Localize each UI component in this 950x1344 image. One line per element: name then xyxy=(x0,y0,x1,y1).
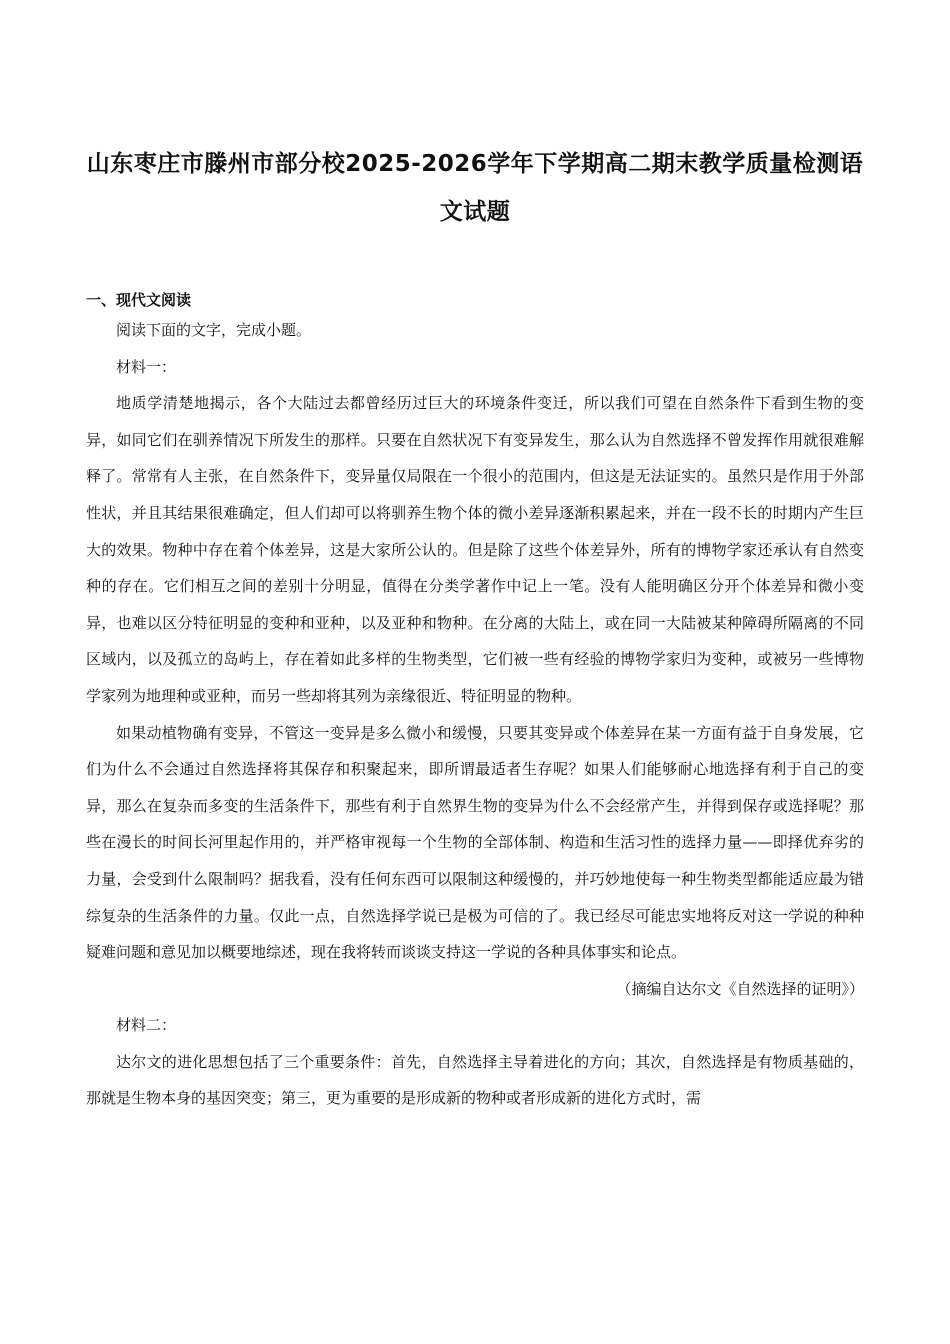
instruction-text: 阅读下面的文字，完成小题。 xyxy=(116,321,312,339)
document-title: 山东枣庄市滕州市部分校2025-2026学年下学期高二期末教学质量检测语文试题 xyxy=(86,151,864,225)
material2-paragraph-1: 达尔文的进化思想包括了三个重要条件：首先，自然选择主导着进化的方向；其次，自然选择是有物质基础的，那就是生物本身的基因突变；第三，更为重要的是形成新的物种或者形成新的进化方式时，需 xyxy=(86,1052,864,1108)
material1-paragraph-2: 如果动植物确有变异，不管这一变异是多么微小和缓慢，只要其变异或个体差异在某一方面有益于自身发展，它们为什么不会通过自然选择将其保存和积聚起来，即所谓最适者生存呢？如果人们能够耐心地选择有利于自己的变异，那么在复杂而多变的生活条件下，那些有利于自然界生物的变异为什么不会经常产生，并得到保存或选择呢？那些在漫长的时间长河里起作用的，并严格审视每一个生物的全部体制、构造和生活习性的选择力量——即择优弃劣的力量，会受到什么限制吗？据我看，没有任何东西可以限制这种缓慢的，并巧妙地使每一种生物类型都能适应最为错综复杂的生活条件的力量。仅此一点，自然选择学说已是极为可信的了。我已经尽可能忠实地将反对这一学说的种种疑难问题和意见加以概要地综述，现在我将转而谈谈支持这一学说的各种具体事实和论点。 xyxy=(86,723,864,962)
section-heading: 一、现代文阅读 xyxy=(86,291,192,309)
material1-source: （摘编自达尔文《自然选择的证明》） xyxy=(616,979,864,998)
document-page xyxy=(86,140,864,1117)
material1-label: 材料一： xyxy=(116,357,177,376)
material1-paragraph-1: 地质学清楚地揭示，各个大陆过去都曾经历过巨大的环境条件变迁，所以我们可望在自然条件下看到生物的变异，如同它们在驯养情况下所发生的那样。只要在自然状况下有变异发生，那么认为自然选择不曾发挥作用就很难解释了。常常有人主张，在自然条件下，变异量仅局限在一个很小的范围内，但这是无法证实的。虽然只是作用于外部性状，并且其结果很难确定，但人们却可以将驯养生物个体的微小差异逐渐积累起来，并在一段不长的时期内产生巨大的效果。物种中存在着个体差异，这是大家所公认的。但是除了这些个体差异外，所有的博物学家还承认有自然变种的存在。它们相互之间的差别十分明显，值得在分类学著作中记上一笔。没有人能明确区分开个体差异和微小变异，也难以区分特征明显的变种和亚种，以及亚种和物种。在分离的大陆上，或在同一大陆被某种障碍所隔离的不同区域内，以及孤立的岛屿上，存在着如此多样的生物类型，它们被一些有经验的博物学家归为变种，或被另一些博物学家列为地理种或亚种，而另一些却将其列为亲缘很近、特征明显的物种。 xyxy=(86,394,864,705)
material2-label: 材料二： xyxy=(116,1016,177,1035)
